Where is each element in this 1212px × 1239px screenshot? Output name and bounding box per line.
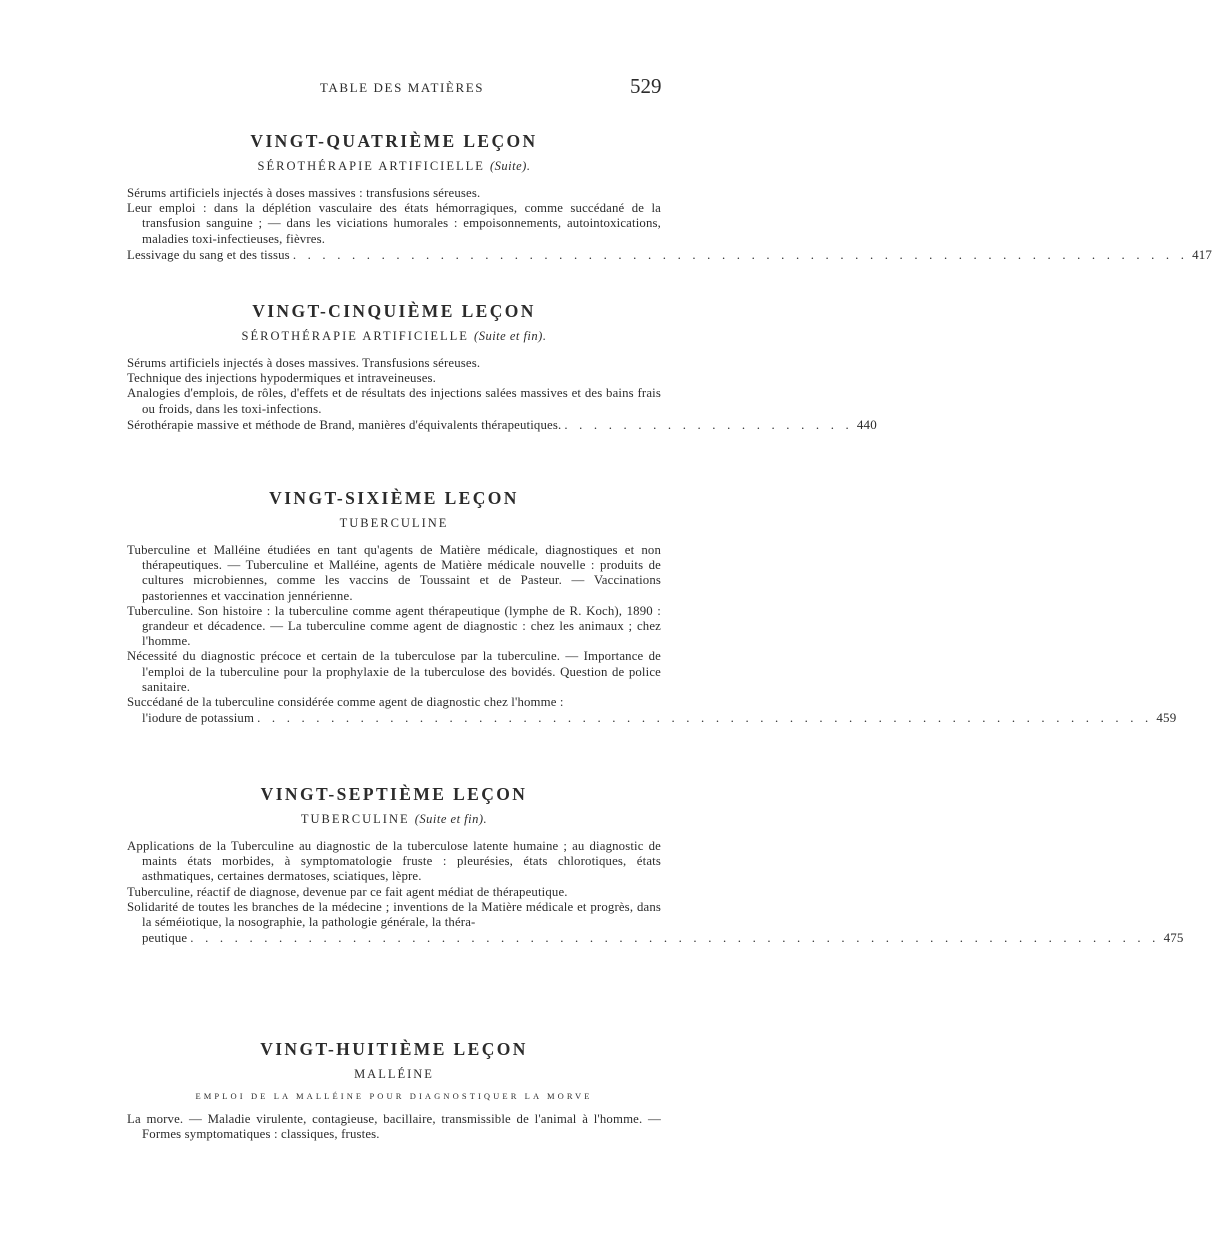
entry-last-text: peutique [142,931,188,946]
entry-last-text: l'iodure de potassium [142,711,255,726]
entry-paragraph: Analogies d'emplois, de rôles, d'effets et de résultats des injections salées massives et des bains frais ou froids, dans les toxi-infections. [127,386,661,416]
lecon-entries [127,186,1212,263]
entry-last-text: Sérothérapie massive et méthode de Brand, manières d'équivalents thérapeutiques. [127,417,562,432]
lecon-subject [127,328,661,344]
entry-paragraph: Applications de la Tuberculine au diagnostic de la tuberculose latente humaine ; au diagnostic de maints états morbides, à symptomatologie fruste : pleurésies, états chlorotiques, états asthmatiques, certaines dermatoses, sciatiques, lèpre. [127,839,661,884]
lecon-subject [127,811,661,827]
lecon-subject [127,158,661,174]
lecon-title: VINGT-QUATRIÈME LEÇON [250,131,538,151]
running-head: TABLE DES MATIÈRES [319,80,485,95]
lecon-27 [127,783,1184,946]
subject-text: SÉROTHÉRAPIE ARTIFICIELLE [241,329,469,343]
subject-text: SÉROTHÉRAPIE ARTIFICIELLE [257,159,485,173]
entry-last-line [127,246,1212,263]
lecon-25 [127,300,877,433]
entry-last-text: Lessivage du sang et des tissus [127,247,290,262]
page-reference: 459 [1156,710,1177,726]
entry-paragraph: Tuberculine. Son histoire : la tuberculine comme agent thérapeutique (lymphe de R. Koch), 1890 : grandeur et décadence. — La tuberculine comme agent de diagnostic : chez les animaux ; chez l'homme. [127,603,661,649]
entry-last-line [127,416,877,433]
subject-text: MALLÉINE [354,1067,434,1081]
entry-paragraph: Succédané de la tuberculine considérée comme agent de diagnostic chez l'homme : [127,695,564,710]
dot-leader: . . . . . . . . . . . . . . . . . . . . . . . . . . . . . . . . . . . . . . . . . . . . . . . . . . . . . . . . . . . . . [292,247,1189,262]
lecon-subject [127,515,661,531]
entry-paragraph: Leur emploi : dans la déplétion vasculaire des états hémorragiques, comme succédané de la transfusion sanguine ; — dans les viciations humorales : empoisonnements, autointoxications, maladies toxi-infectieuses, fièvres. [127,201,661,246]
entry-paragraph: Tuberculine et Malléine étudiées en tant qu'agents de Matière médicale, diagnostiques et non thérapeutiques. — Tuberculine et Malléine, agents de Matière médicale nouvelle : produits de cultures microbiennes, comme les vaccins de Toussaint et de Pasteur. — Vaccinations pastoriennes et vaccination jennérienne. [127,543,661,603]
dot-leader: . . . . . . . . . . . . . . . . . . . . [564,417,853,432]
subject-text: TUBERCULINE [339,516,449,530]
subject-note: (Suite). [490,159,531,173]
page-number: 529 [630,74,662,98]
entry-last-line [127,930,1184,946]
page-reference: 475 [1163,930,1184,946]
entry-paragraph: Technique des injections hypodermiques et intraveineuses. [127,371,437,386]
lecon-title: VINGT-SEPTIÈME LEÇON [260,784,528,804]
page-reference: 440 [856,416,877,432]
lecon-subject [127,1066,661,1082]
lecon-entries [127,1112,661,1142]
entry-last-line [127,710,1177,726]
subject-note: (Suite et fin). [414,812,488,826]
lecon-entries [127,356,877,433]
subject-note: (Suite et fin). [474,329,547,343]
lecon-26 [127,487,1177,726]
lecon-subsubject: EMPLOI DE LA MALLÉINE POUR DIAGNOSTIQUER LA MORVE [195,1091,593,1101]
page-reference: 417 [1192,246,1212,262]
lecon-title: VINGT-SIXIÈME LEÇON [269,488,519,508]
lecon-28 [127,1038,661,1142]
entry-paragraph: Sérums artificiels injectés à doses massives. Transfusions séreuses. [127,356,481,370]
entry-paragraph: Solidarité de toutes les branches de la médecine ; inventions de la Matière médicale et progrès, dans la séméiotique, la nosographie, la pathologie générale, la théra- [127,899,661,930]
subject-text: TUBERCULINE [300,812,410,826]
dot-leader: . . . . . . . . . . . . . . . . . . . . . . . . . . . . . . . . . . . . . . . . . . . . . . . . . . . . . . . . . . . . . [257,711,1153,726]
entry-paragraph: Tuberculine, réactif de diagnose, devenue par ce fait agent médiat de thérapeutique. [127,884,568,899]
lecon-entries [127,839,1184,946]
entry-paragraph: La morve. — Maladie virulente, contagieuse, bacillaire, transmissible de l'animal à l'homme. — Formes symptomatiques : classiques, frustes. [127,1112,661,1142]
lecon-24 [127,130,1212,263]
lecon-title: VINGT-CINQUIÈME LEÇON [252,301,536,321]
entry-paragraph: Sérums artificiels injectés à doses massives : transfusions séreuses. [127,186,481,200]
entry-paragraph: Nécessité du diagnostic précoce et certain de la tuberculose par la tuberculine. — Importance de l'emploi de la tuberculine pour la prophylaxie de la tuberculose des bovidés. Question de police sanitaire. [127,649,661,694]
lecon-entries [127,543,1177,726]
lecon-title: VINGT-HUITIÈME LEÇON [260,1039,528,1059]
dot-leader: . . . . . . . . . . . . . . . . . . . . . . . . . . . . . . . . . . . . . . . . . . . . . . . . . . . . . . . . . . . . . . . . . . [190,931,1160,946]
